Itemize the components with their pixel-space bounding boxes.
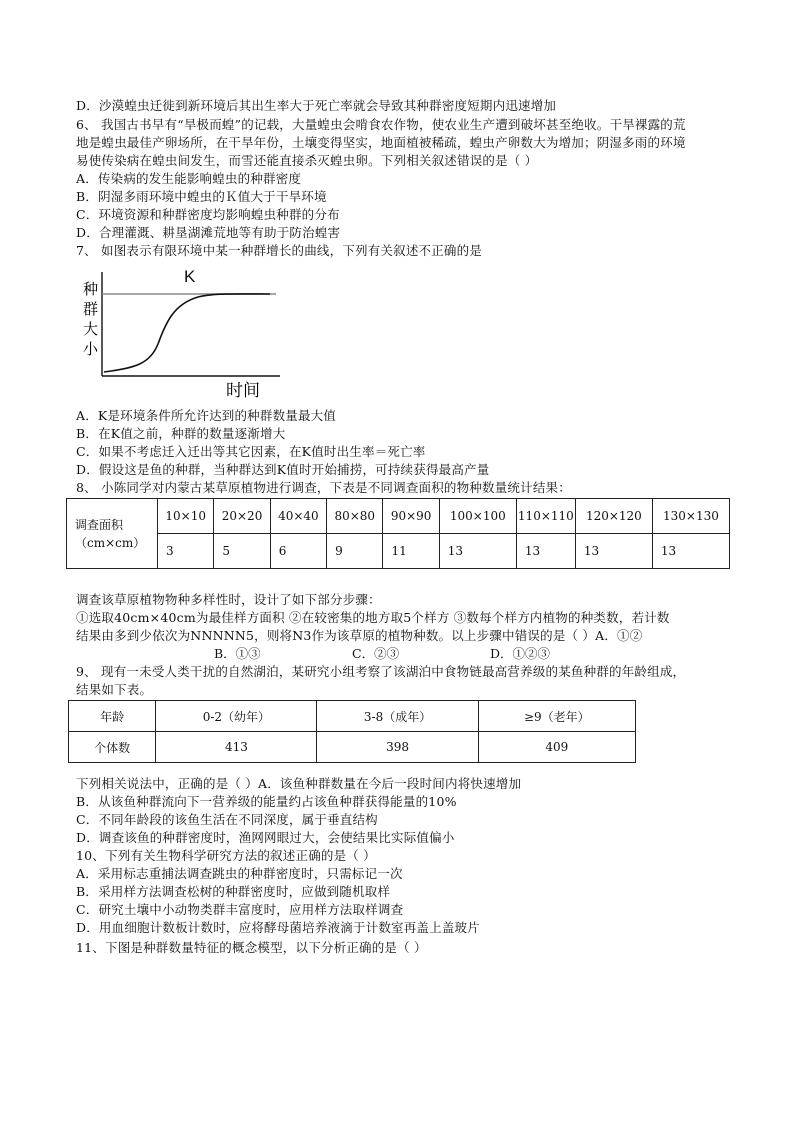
growth-curve-svg <box>80 264 300 400</box>
table-cell: 413 <box>156 732 317 763</box>
q6-option-a: A．传染病的发生能影响蝗虫的种群密度 <box>76 171 302 186</box>
q10-option-c: C．研究土壤中小动物类群丰富度时，应用样方法取样调查 <box>76 902 404 917</box>
count-cell: 5 <box>214 534 270 569</box>
count-cell: 11 <box>383 534 439 569</box>
table-cell: 个体数 <box>69 732 156 763</box>
count-cell: 3 <box>158 534 214 569</box>
table-header: ≥9（老年） <box>478 701 635 732</box>
table-header: 0-2（幼年） <box>156 701 317 732</box>
ylabel-char-2: 群 <box>83 300 99 318</box>
ylabel-char-1: 种 <box>83 280 99 298</box>
q8-after-line-1: 调查该草原植物物种多样性时，设计了如下部分步骤： <box>76 592 381 607</box>
k-label: K <box>184 267 196 286</box>
q7-stem: 7、 如图表示有限环境中某一种群增长的曲线，下列有关叙述不正确的是 <box>76 243 483 258</box>
q8-option-c: C．②③ <box>352 646 400 661</box>
area-cell: 130×130 <box>652 499 729 534</box>
q6-stem-line-3: 易使传染病在蝗虫间发生，而雪还能直接杀灭蝗虫卵。下列相关叙述错误的是（ ） <box>76 153 538 168</box>
q6-option-d: D．合理灌溉、耕垦湖滩荒地等有助于防治蝗害 <box>76 225 341 240</box>
q7-option-c: C．如果不考虑迁入迁出等其它因素，在K值时出生率＝死亡率 <box>76 444 426 459</box>
q7-option-a: A．K是环境条件所允许达到的种群数量最大值 <box>76 408 337 423</box>
age-structure-table <box>68 700 636 763</box>
ylabel-char-3: 大 <box>83 320 99 338</box>
table-cell: 409 <box>478 732 635 763</box>
q5-option-d: D．沙漠蝗虫迁徙到新环境后其出生率大于死亡率就会导致其种群密度短期内迅速增加 <box>76 98 557 113</box>
q9-option-d: D．调查该鱼的种群密度时，渔网网眼过大，会使结果比实际值偏小 <box>76 830 455 845</box>
area-cell: 120×120 <box>575 499 652 534</box>
s-curve <box>104 294 270 372</box>
q8-stem: 8、 小陈同学对内蒙古某草原植物进行调查，下表是不同调查面积的物种数量统计结果： <box>76 480 571 495</box>
area-species-table <box>66 498 730 569</box>
table-header: 年龄 <box>69 701 156 732</box>
q9-option-c: C．不同年龄段的该鱼生活在不同深度，属于垂直结构 <box>76 812 378 827</box>
area-cell: 100×100 <box>439 499 516 534</box>
q7-option-b: B．在K值之前，种群的数量逐渐增大 <box>76 426 286 441</box>
q8-option-b: B．①③ <box>214 646 261 661</box>
q9-stem-line-2: 结果如下表。 <box>76 682 153 697</box>
area-cell: 20×20 <box>214 499 270 534</box>
q8-option-d: D．①②③ <box>490 646 551 661</box>
q6-option-b: B．阴湿多雨环境中蝗虫的Ｋ值大于干旱环境 <box>76 189 327 204</box>
count-cell: 13 <box>652 534 729 569</box>
area-cell: 80×80 <box>327 499 383 534</box>
count-cell: 6 <box>270 534 326 569</box>
population-growth-chart <box>80 264 300 400</box>
xlabel: 时间 <box>226 381 260 400</box>
area-cell: 90×90 <box>383 499 439 534</box>
table-cell: 398 <box>317 732 478 763</box>
ylabel-char-4: 小 <box>83 340 99 358</box>
area-row-header: 调查面积（cm×cm） <box>67 499 158 569</box>
q6-stem-line-2: 地是蝗虫最佳产卵场所，在干旱年份，土壤变得坚实，地面植被稀疏，蝗虫产卵数大为增加；阴湿多雨的环境 <box>76 135 686 150</box>
area-cell: 10×10 <box>158 499 214 534</box>
area-cell: 110×110 <box>516 499 575 534</box>
table-header: 3-8（成年） <box>317 701 478 732</box>
area-cell: 40×40 <box>270 499 326 534</box>
q10-option-a: A．采用标志重捕法调查跳虫的种群密度时，只需标记一次 <box>76 866 403 881</box>
q10-option-b: B．采用样方法调查松树的种群密度时，应做到随机取样 <box>76 884 391 899</box>
q8-after-line-3: 结果由多到少依次为NNNNN5，则将N3作为该草原的植物种数。以上步骤中错误的是（ ）A．①② <box>76 628 643 643</box>
count-cell: 13 <box>439 534 516 569</box>
q9-stem-line-1: 9、 现有一未受人类干扰的自然湖泊，某研究小组考察了该湖泊中食物链最高营养级的某鱼种群的年龄组成， <box>76 664 686 679</box>
q11-stem: 11、下图是种群数量特征的概念模型，以下分析正确的是（ ） <box>76 940 427 955</box>
q6-option-c: C．环境资源和种群密度均影响蝗虫种群的分布 <box>76 207 340 222</box>
q7-option-d: D．假设这是鱼的种群，当种群达到K值时开始捕捞，可持续获得最高产量 <box>76 462 490 477</box>
q10-stem: 10、下列有关生物科学研究方法的叙述正确的是（ ） <box>76 848 376 863</box>
q6-stem-line-1: 6、 我国古书早有“旱极而蝗”的记载，大量蝗虫会啃食农作物，使农业生产遭到破坏甚至绝收。干旱裸露的荒 <box>76 117 686 132</box>
q8-after-line-2: ①选取40cm×40cm为最佳样方面积 ②在较密集的地方取5个样方 ③数每个样方内植物的种类数，若计数 <box>76 610 670 625</box>
count-cell: 9 <box>327 534 383 569</box>
count-cell: 13 <box>575 534 652 569</box>
q10-option-d: D．用血细胞计数板计数时，应将酵母菌培养液滴于计数室再盖上盖玻片 <box>76 920 480 935</box>
count-cell: 13 <box>516 534 575 569</box>
q9-option-a: 下列相关说法中，正确的是（ ）A．该鱼种群数量在今后一段时间内将快速增加 <box>76 776 522 791</box>
q9-option-b: B．从该鱼种群流向下一营养级的能量约占该鱼种群获得能量的10% <box>76 794 457 809</box>
